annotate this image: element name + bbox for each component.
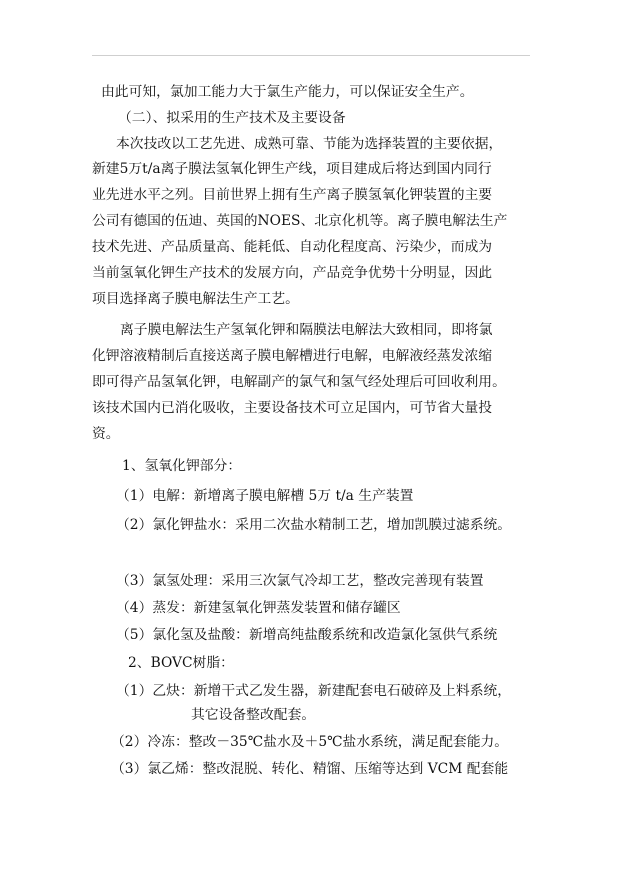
list-item: （3）氯乙烯：整改混脱、转化、精馏、压缩等达到 VCM 配套能: [111, 761, 509, 777]
text-line: 项目选择离子膜电解法生产工艺。: [92, 291, 299, 307]
text-line: 化钾溶液精制后直接送离子膜电解槽进行电解，电解液经蒸发浓缩: [92, 348, 493, 364]
list-item: （1）乙炔：新增干式乙发生器，新建配套电石破碎及上料系统，: [116, 683, 512, 699]
text-line: 当前氢氧化钾生产技术的发展方向，产品竞争优势十分明显，因此: [92, 265, 493, 281]
list-item: （2）氯化钾盐水：采用二次盐水精制工艺，增加凯膜过滤系统。: [116, 517, 512, 533]
list-item: （2）冷冻：整改－35℃盐水及＋5℃盐水系统，满足配套能力。: [111, 734, 509, 750]
text-line: 业先进水平之列。目前世界上拥有生产离子膜氢氧化钾装置的主要: [92, 187, 493, 203]
text-line: 资。: [92, 426, 120, 442]
list-item-continuation: 其它设备整改配套。: [191, 707, 316, 723]
header-rule: [92, 55, 530, 56]
list-item: （4）蒸发：新建氢氧化钾蒸发装置和储存罐区: [116, 600, 401, 616]
text-line: 新建5万t/a离子膜法氢氧化钾生产线，项目建成后将达到国内同行: [92, 161, 492, 177]
list-heading: 1、氢氧化钾部分：: [122, 458, 242, 474]
text-line: 本次技改以工艺先进、成熟可靠、节能为选择装置的主要依据，: [116, 136, 503, 152]
text-line: 该技术国内已消化吸收，主要设备技术可立足国内，可节省大量投: [92, 400, 493, 416]
list-heading: 2、BOVC树脂：: [128, 655, 234, 671]
text-line: 即可得产品氢氧化钾，电解副产的氯气和氢气经处理后可回收利用。: [92, 374, 506, 390]
text-line: 公司有德国的伍迪、英国的NOES、北京化机等。离子膜电解法生产: [92, 213, 508, 229]
list-item: （5）氯化氢及盐酸：新增高纯盐酸系统和改造氯化氢供气系统: [116, 627, 498, 643]
list-item: （3）氯氢处理：采用三次氯气冷却工艺，整改完善现有装置: [116, 573, 484, 589]
text-line: 技术先进、产品质量高、能耗低、自动化程度高、污染少，而成为: [92, 239, 493, 255]
text-line: 由此可知，氯加工能力大于氯生产能力，可以保证安全生产。: [101, 84, 474, 100]
text-line: 离子膜电解法生产氢氧化钾和隔膜法电解法大致相同，即将氯: [120, 322, 493, 338]
section-heading: （二）、拟采用的生产技术及主要设备: [118, 110, 346, 126]
list-item: （1）电解：新增离子膜电解槽 5万 t/a 生产装置: [116, 488, 414, 504]
